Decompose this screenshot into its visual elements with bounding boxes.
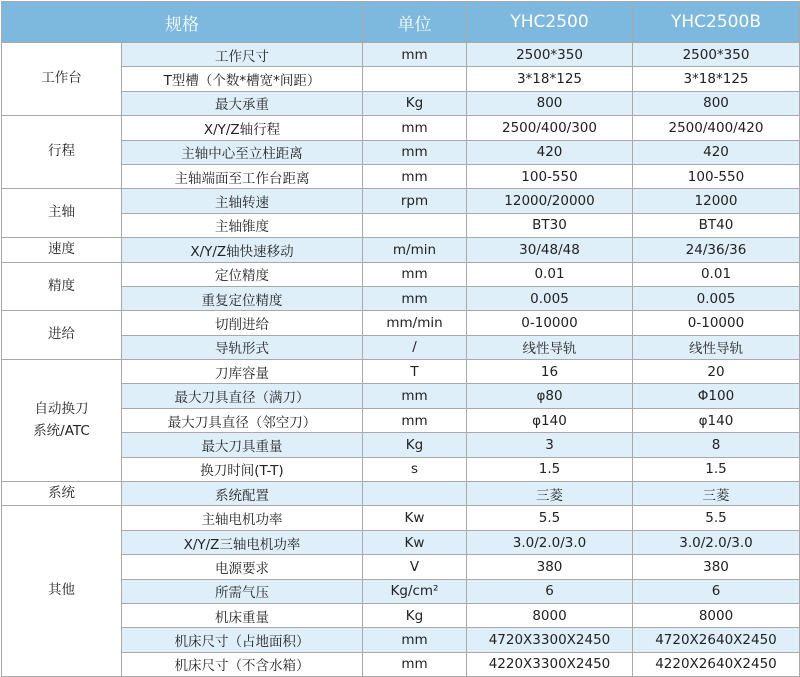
model-b-value-cell: 24/36/36 — [633, 238, 800, 262]
model-b-value-cell: 8 — [633, 433, 800, 457]
category-cell: 速度 — [2, 238, 122, 262]
model-b-value-cell: 线性导轨 — [633, 335, 800, 359]
model-b-value-cell: 20 — [633, 360, 800, 384]
model-b-value-cell: 0.01 — [633, 262, 800, 286]
table-row — [2, 360, 800, 384]
table-row — [2, 457, 800, 481]
unit-cell: Kg/cm² — [363, 579, 467, 603]
unit-cell — [363, 213, 467, 237]
spec-table-body — [2, 43, 800, 677]
model-b-value-cell: 2500/400/420 — [633, 116, 800, 140]
unit-cell: mm/min — [363, 311, 467, 335]
spec-item-cell: 最大承重 — [122, 91, 363, 115]
unit-cell: mm — [363, 116, 467, 140]
model-b-value-cell: 5.5 — [633, 506, 800, 530]
unit-cell — [363, 67, 467, 91]
table-row — [2, 433, 800, 457]
model-a-value-cell: 100-550 — [467, 164, 633, 188]
table-row — [2, 530, 800, 554]
model-a-value-cell: 12000/20000 — [467, 189, 633, 213]
header-model-a: YHC2500 — [467, 2, 633, 43]
spec-item-cell: 定位精度 — [122, 262, 363, 286]
unit-cell: Kw — [363, 506, 467, 530]
spec-item-cell: 主轴锥度 — [122, 213, 363, 237]
model-b-value-cell: 0.005 — [633, 286, 800, 310]
model-a-value-cell: 800 — [467, 91, 633, 115]
spec-item-cell: 所需气压 — [122, 579, 363, 603]
model-a-value-cell: 30/48/48 — [467, 238, 633, 262]
table-row — [2, 482, 800, 506]
model-b-value-cell: 3.0/2.0/3.0 — [633, 530, 800, 554]
unit-cell: T — [363, 360, 467, 384]
model-a-value-cell: 6 — [467, 579, 633, 603]
table-row — [2, 579, 800, 603]
model-b-value-cell: 4720X2640X2450 — [633, 628, 800, 652]
model-b-value-cell: 12000 — [633, 189, 800, 213]
model-b-value-cell: 1.5 — [633, 457, 800, 481]
unit-cell: Kw — [363, 530, 467, 554]
spec-item-cell: X/Y/Z三轴电机功率 — [122, 530, 363, 554]
table-row — [2, 164, 800, 188]
model-b-value-cell: 2500*350 — [633, 43, 800, 67]
model-b-value-cell: Φ100 — [633, 384, 800, 408]
model-b-value-cell: φ140 — [633, 408, 800, 432]
table-row — [2, 262, 800, 286]
table-row — [2, 335, 800, 359]
unit-cell: mm — [363, 652, 467, 676]
model-a-value-cell: 0-10000 — [467, 311, 633, 335]
model-a-value-cell: 3.0/2.0/3.0 — [467, 530, 633, 554]
table-row — [2, 506, 800, 530]
table-row — [2, 140, 800, 164]
model-b-value-cell: 三菱 — [633, 482, 800, 506]
model-a-value-cell: 16 — [467, 360, 633, 384]
table-row — [2, 628, 800, 652]
spec-item-cell: 最大刀具直径（满刀） — [122, 384, 363, 408]
table-row — [2, 67, 800, 91]
spec-item-cell: T型槽（个数*槽宽*间距） — [122, 67, 363, 91]
table-row — [2, 555, 800, 579]
model-b-value-cell: 800 — [633, 91, 800, 115]
unit-cell: mm — [363, 286, 467, 310]
table-row — [2, 384, 800, 408]
model-a-value-cell: 8000 — [467, 603, 633, 627]
model-a-value-cell: φ140 — [467, 408, 633, 432]
model-b-value-cell: 4220X2640X2450 — [633, 652, 800, 676]
model-b-value-cell: 420 — [633, 140, 800, 164]
spec-item-cell: 机床尺寸（不含水箱） — [122, 652, 363, 676]
spec-item-cell: 工作尺寸 — [122, 43, 363, 67]
model-a-value-cell: 4720X3300X2450 — [467, 628, 633, 652]
model-b-value-cell: 6 — [633, 579, 800, 603]
table-row — [2, 238, 800, 262]
header-unit: 单位 — [363, 2, 467, 43]
spec-item-cell: X/Y/Z轴行程 — [122, 116, 363, 140]
unit-cell: m/min — [363, 238, 467, 262]
header-row — [2, 2, 800, 43]
table-row — [2, 652, 800, 676]
model-a-value-cell: 3 — [467, 433, 633, 457]
table-row — [2, 213, 800, 237]
table-row — [2, 116, 800, 140]
model-b-value-cell: BT40 — [633, 213, 800, 237]
category-cell: 精度 — [2, 262, 122, 311]
model-b-value-cell: 380 — [633, 555, 800, 579]
spec-item-cell: 机床尺寸（占地面积） — [122, 628, 363, 652]
spec-item-cell: 刀库容量 — [122, 360, 363, 384]
spec-item-cell: 最大刀具重量 — [122, 433, 363, 457]
unit-cell: mm — [363, 628, 467, 652]
spec-item-cell: 主轴端面至工作台距离 — [122, 164, 363, 188]
unit-cell: mm — [363, 164, 467, 188]
model-b-value-cell: 0-10000 — [633, 311, 800, 335]
model-a-value-cell: 2500/400/300 — [467, 116, 633, 140]
spec-item-cell: 主轴中心至立柱距离 — [122, 140, 363, 164]
model-a-value-cell: 3*18*125 — [467, 67, 633, 91]
header-model-b: YHC2500B — [633, 2, 800, 43]
unit-cell: mm — [363, 43, 467, 67]
spec-item-cell: 电源要求 — [122, 555, 363, 579]
table-row — [2, 91, 800, 115]
spec-table — [1, 1, 800, 677]
model-a-value-cell: 0.005 — [467, 286, 633, 310]
category-cell: 系统 — [2, 482, 122, 506]
unit-cell: Kg — [363, 603, 467, 627]
unit-cell: mm — [363, 140, 467, 164]
spec-item-cell: 换刀时间(T-T) — [122, 457, 363, 481]
unit-cell: / — [363, 335, 467, 359]
table-row — [2, 311, 800, 335]
spec-item-cell: 重复定位精度 — [122, 286, 363, 310]
table-row — [2, 286, 800, 310]
model-a-value-cell: 线性导轨 — [467, 335, 633, 359]
spec-item-cell: 主轴电机功率 — [122, 506, 363, 530]
unit-cell: mm — [363, 408, 467, 432]
category-cell: 行程 — [2, 116, 122, 189]
spec-item-cell: 最大刀具直径（邻空刀） — [122, 408, 363, 432]
model-a-value-cell: 1.5 — [467, 457, 633, 481]
spec-item-cell: 系统配置 — [122, 482, 363, 506]
model-a-value-cell: 4220X3300X2450 — [467, 652, 633, 676]
model-a-value-cell: 0.01 — [467, 262, 633, 286]
table-row — [2, 189, 800, 213]
unit-cell — [363, 482, 467, 506]
category-cell: 工作台 — [2, 43, 122, 116]
category-cell: 自动换刀 系统/ATC — [2, 360, 122, 482]
model-a-value-cell: φ80 — [467, 384, 633, 408]
unit-cell: V — [363, 555, 467, 579]
unit-cell: Kg — [363, 433, 467, 457]
unit-cell: mm — [363, 262, 467, 286]
spec-item-cell: X/Y/Z轴快速移动 — [122, 238, 363, 262]
model-a-value-cell: 380 — [467, 555, 633, 579]
category-cell: 进给 — [2, 311, 122, 360]
spec-item-cell: 主轴转速 — [122, 189, 363, 213]
spec-item-cell: 机床重量 — [122, 603, 363, 627]
model-b-value-cell: 100-550 — [633, 164, 800, 188]
table-row — [2, 43, 800, 67]
category-cell: 主轴 — [2, 189, 122, 238]
unit-cell: s — [363, 457, 467, 481]
model-a-value-cell: 5.5 — [467, 506, 633, 530]
model-b-value-cell: 8000 — [633, 603, 800, 627]
model-a-value-cell: 2500*350 — [467, 43, 633, 67]
unit-cell: Kg — [363, 91, 467, 115]
unit-cell: rpm — [363, 189, 467, 213]
category-cell: 其他 — [2, 506, 122, 677]
table-row — [2, 408, 800, 432]
model-a-value-cell: 420 — [467, 140, 633, 164]
unit-cell: mm — [363, 384, 467, 408]
header-spec: 规格 — [2, 2, 363, 43]
spec-item-cell: 导轨形式 — [122, 335, 363, 359]
model-b-value-cell: 3*18*125 — [633, 67, 800, 91]
model-a-value-cell: BT30 — [467, 213, 633, 237]
spec-item-cell: 切削进给 — [122, 311, 363, 335]
model-a-value-cell: 三菱 — [467, 482, 633, 506]
table-row — [2, 603, 800, 627]
